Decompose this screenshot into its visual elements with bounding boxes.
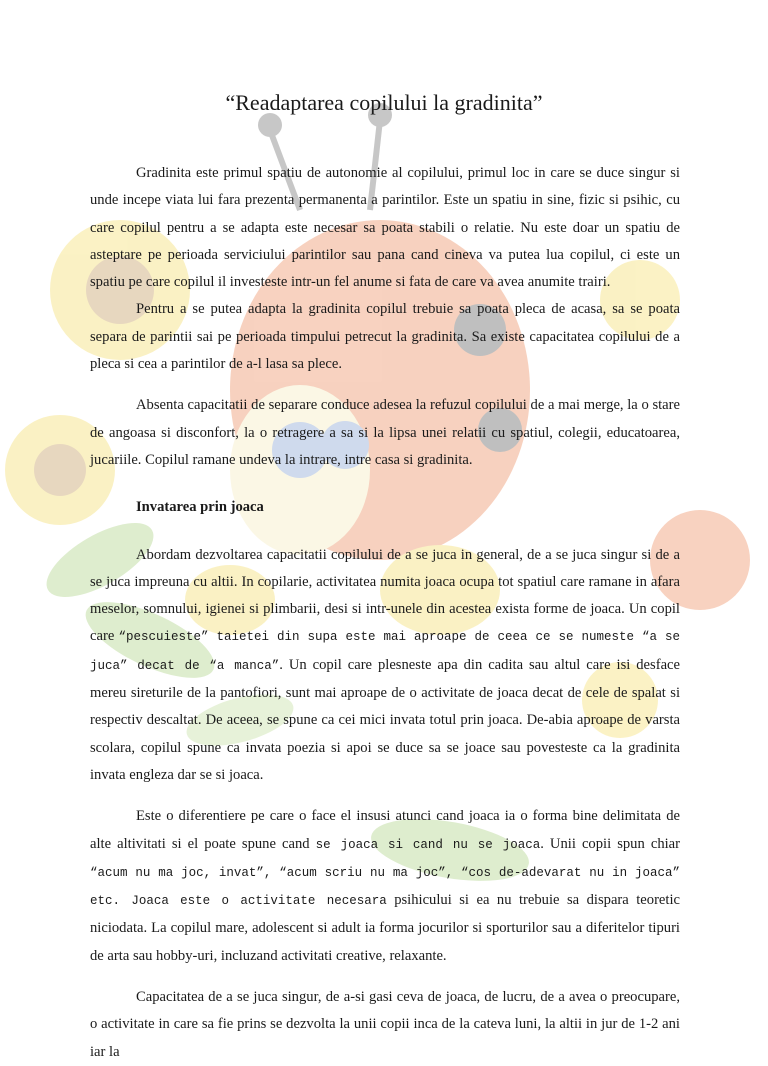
paragraph-2: Pentru a se putea adapta la gradinita copilul trebuie sa poata pleca de acasa, sa se poata separa de parintii sai pe perioada timpului petrecut la gradinita. Sa existe capacitatea copilului de a pleca si cea a parintilor de a-l lasa sa plece. [90,301,680,373]
paragraph-4-text-b: . Un copil care plesneste apa din cadita sau altul care isi desface mereu sireturile de la pantofiori, sunt mai aproape de o activitate de joaca decat de cele de spalat si respectiv descaltat. De aceea, se spune ca cei mici invata totul prin joaca. De-abia aproape de varsta scolara, copilul spune ca invata poezia si apoi se duce sa se joace sau povesteste ca la gradinita invata engleza dar se si joaca. [90,656,680,783]
paragraph-5-typewriter-text-1: se joaca si cand nu se joaca [315,837,541,852]
paragraph-5-typewriter-text-2: “acum nu ma joc, invat”, “acum scriu nu ma joc”, “cos de-adevarat nu in joaca” etc. Joaca este o activitate necesara [90,865,680,909]
paragraph-4-typewriter-text: “pescuieste” taietei din supa este mai aproape de ceea ce se numeste “a se juca” decat de “a manca” [90,630,680,673]
paragraph-5-text-b: . Unii copii spun chiar [540,835,681,852]
paragraph-5-text-a: Este o diferentiere pe care o face el insusi atunci cand joaca ia o forma bine delimitata de alte altivitati si el poate spune cand [90,808,680,852]
paragraph-5-text-c: psihicului si ea nu trebuie sa dispara teoretic niciodata. La copilul mare, adolescent si adult ia forma jocurilor si sporturilor sau a diferitelor tipuri de arta sau hobby-uri, incluzand activitati creative, relaxante. [90,892,680,964]
document-body [90,160,680,1066]
document-title: “Readaptarea copilului la gradinita” [225,90,543,115]
paragraph-5 [90,803,680,970]
paragraph-1: Gradinita este primul spatiu de autonomie al copilului, primul loc in care se duce singur si unde incepe viata lui fara prezenta permanenta a parintilor. Este un spatiu in sine, fizic si psihic, cu care copilul pentru a se adapta este necesar sa poata stabili o relatie. Nu este doar un spatiu de asteptare pe perioada serviciului parintilor sau pana cand cineva va putea lua copilul, ci este un spatiu pe care copilul il investeste intr-un fel anume si fata de care va avea anumite trairi. [90,165,680,291]
paragraph-6: Capacitatea de a se juca singur, de a-si gasi ceva de joaca, de lucru, de a avea o preocupare, o activitate in care sa fie prins se dezvolta la unii copii inca de la cateva luni, la altii in jur de 1-2 ani iar la [90,989,680,1060]
paragraph-4 [90,542,680,790]
section-heading: Invatarea prin joaca [136,499,264,516]
paragraph-4-text-a: Abordam dezvoltarea capacitatii copilului de a se juca in general, de a se juca singur si de a se juca impreuna cu altii. In copilarie, activitatea numita joaca ocupa tot spatiul care ramane in afara meselor, somnului, igienei si plimbarii, desi si intr-unele din acestea exista forme de joaca. Un copil care [90,546,680,645]
paragraph-3: Absenta capacitatii de separare conduce adesea la refuzul copilului de a mai merge, la o stare de angoasa si disconfort, la o retragere a sa si la lipsa unei relatii cu spatiul, colegii, educatoarea, jucariile. Copilul ramane undeva la intrare, intre casa si gradinita. [90,397,680,468]
